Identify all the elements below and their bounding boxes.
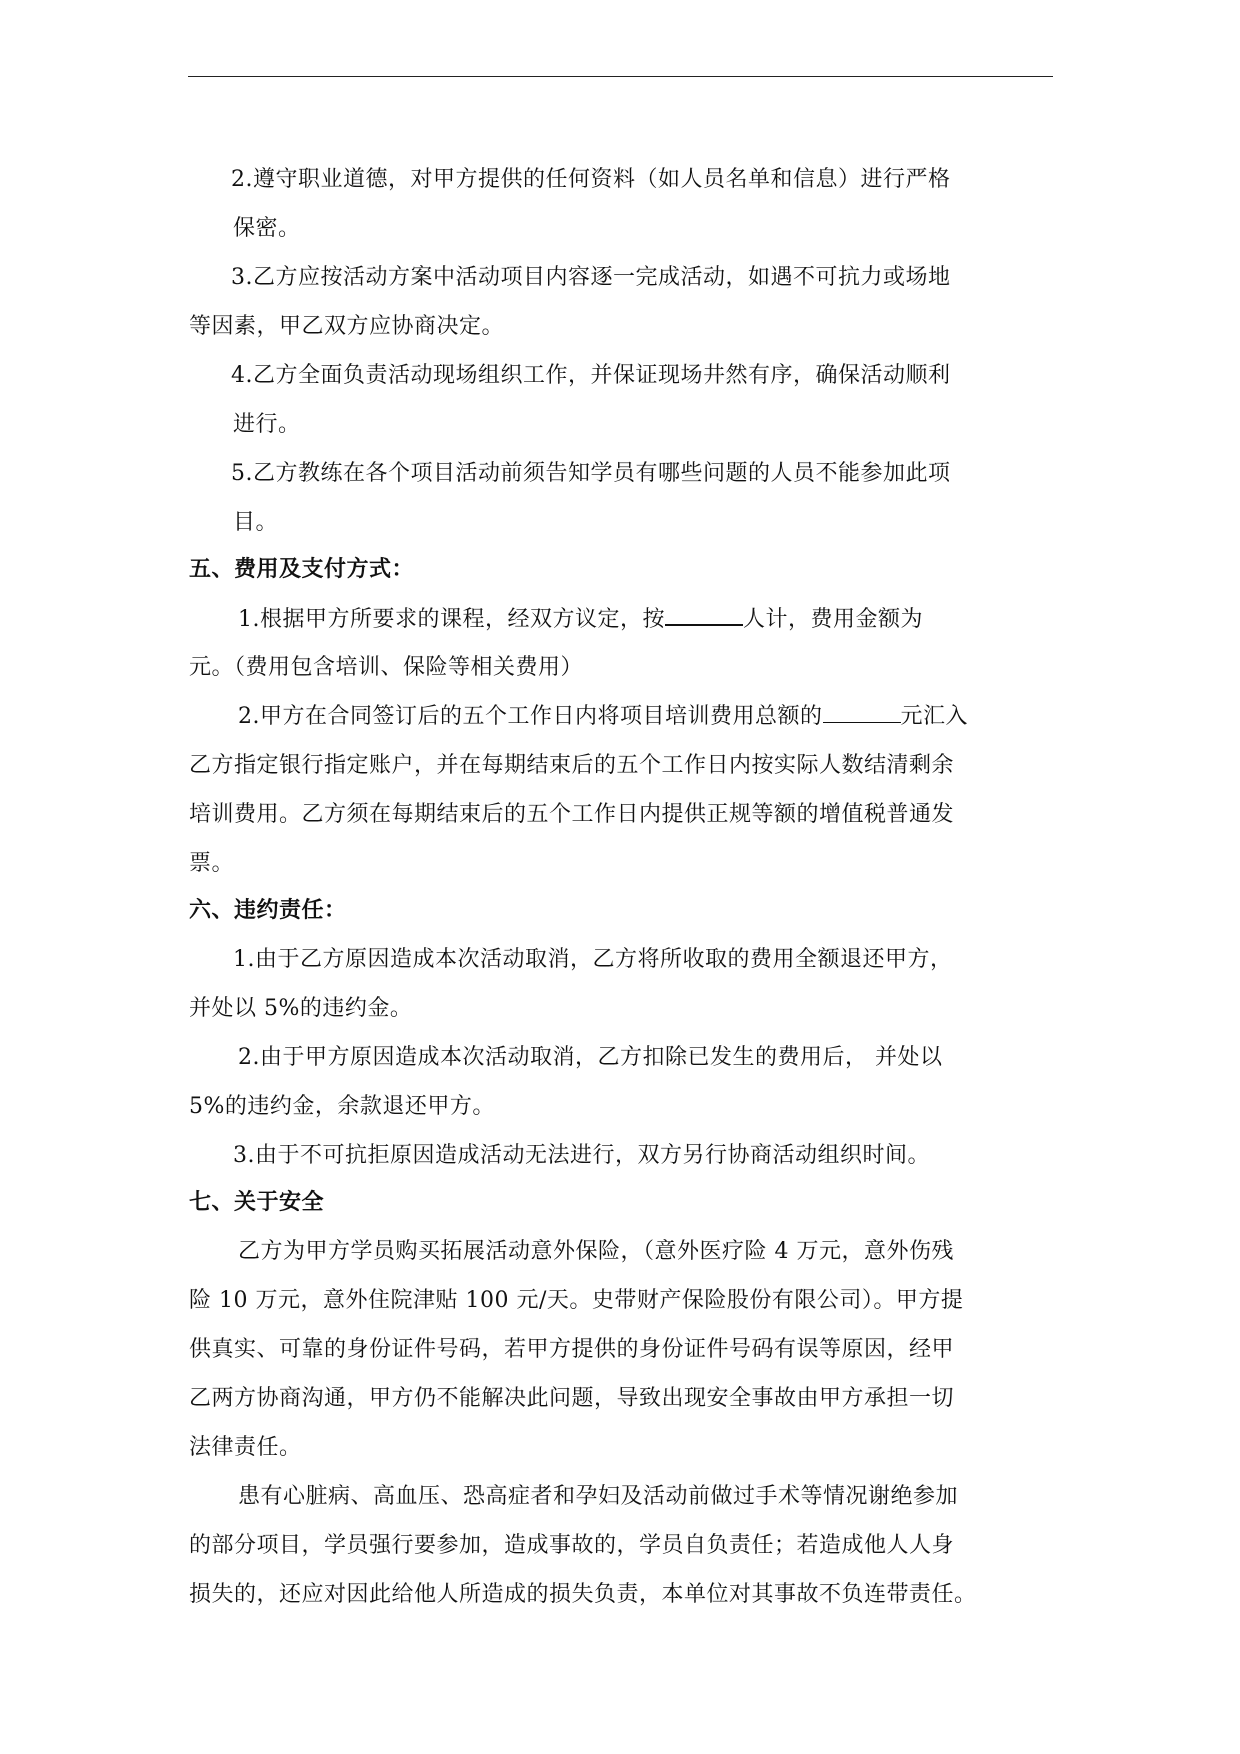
section7-heading: 七、关于安全 bbox=[189, 1190, 325, 1215]
s4-item5-line2: 目。 bbox=[233, 510, 279, 535]
fill-blank-headcount bbox=[665, 604, 743, 626]
s7-para1-line3: 供真实、可靠的身份证件号码，若甲方提供的身份证件号码有误等原因，经甲 bbox=[189, 1337, 955, 1362]
s4-item3-line1: 3.乙方应按活动方案中活动项目内容逐一完成活动，如遇不可抗力或场地 bbox=[231, 265, 951, 290]
s4-item2-line2: 保密。 bbox=[233, 216, 301, 241]
s5-item1-line1 bbox=[238, 604, 923, 635]
s7-para1-line2: 险 10 万元，意外住院津贴 100 元/天。史带财产保险股份有限公司）。甲方提 bbox=[189, 1288, 964, 1313]
s5-item2-text-a: 2.甲方在合同签订后的五个工作日内将项目培训费用总额的 bbox=[238, 704, 823, 729]
s5-item2-text-b: 元汇入 bbox=[900, 704, 969, 729]
s6-item1-line1: 1.由于乙方原因造成本次活动取消，乙方将所收取的费用全额退还甲方， bbox=[233, 947, 953, 972]
s4-item5-line1: 5.乙方教练在各个项目活动前须告知学员有哪些问题的人员不能参加此项 bbox=[231, 461, 951, 486]
s7-para1-line1: 乙方为甲方学员购买拓展活动意外保险，（意外医疗险 4 万元，意外伤残 bbox=[238, 1239, 954, 1264]
section5-heading: 五、费用及支付方式： bbox=[189, 557, 415, 582]
s5-item1-text-a: 1.根据甲方所要求的课程，经双方议定，按 bbox=[238, 607, 665, 632]
s5-item2-line4: 票。 bbox=[189, 851, 235, 876]
s5-item2-line3: 培训费用。乙方须在每期结束后的五个工作日内提供正规等额的增值税普通发 bbox=[189, 802, 955, 827]
s6-item3-line1: 3.由于不可抗拒原因造成活动无法进行，双方另行协商活动组织时间。 bbox=[233, 1143, 930, 1168]
s5-item1-text-b: 人计，费用金额为 bbox=[743, 607, 924, 632]
header-rule bbox=[188, 76, 1053, 77]
s7-para1-line4: 乙两方协商沟通，甲方仍不能解决此问题，导致出现安全事故由甲方承担一切 bbox=[189, 1386, 955, 1411]
s4-item4-line2: 进行。 bbox=[233, 412, 301, 437]
s6-item1-line2: 并处以 5%的违约金。 bbox=[189, 996, 413, 1021]
s5-item2-line1 bbox=[238, 702, 968, 732]
s4-item4-line1: 4.乙方全面负责活动现场组织工作，并保证现场井然有序，确保活动顺利 bbox=[231, 363, 951, 388]
section6-heading: 六、违约责任： bbox=[189, 898, 347, 923]
s6-item2-line1: 2.由于甲方原因造成本次活动取消，乙方扣除已发生的费用后， 并处以 bbox=[238, 1045, 943, 1070]
s4-item3-line2: 等因素，甲乙双方应协商决定。 bbox=[189, 314, 505, 339]
s5-item2-line2: 乙方指定银行指定账户，并在每期结束后的五个工作日内按实际人数结清剩余 bbox=[189, 753, 955, 778]
fill-blank-amount bbox=[823, 702, 901, 723]
s7-para2-line3: 损失的，还应对因此给他人所造成的损失负责，本单位对其事故不负连带责任。 bbox=[189, 1582, 977, 1607]
s7-para2-line2: 的部分项目，学员强行要参加，造成事故的，学员自负责任；若造成他人人身 bbox=[189, 1533, 955, 1558]
s6-item2-line2: 5%的违约金，余款退还甲方。 bbox=[189, 1094, 495, 1119]
s4-item2-line1: 2.遵守职业道德，对甲方提供的任何资料（如人员名单和信息）进行严格 bbox=[231, 167, 951, 192]
s7-para2-line1: 患有心脏病、高血压、恐高症者和孕妇及活动前做过手术等情况谢绝参加 bbox=[238, 1484, 959, 1509]
s5-item1-line2: 元。（费用包含培训、保险等相关费用） bbox=[189, 655, 584, 680]
s7-para1-line5: 法律责任。 bbox=[189, 1435, 302, 1460]
